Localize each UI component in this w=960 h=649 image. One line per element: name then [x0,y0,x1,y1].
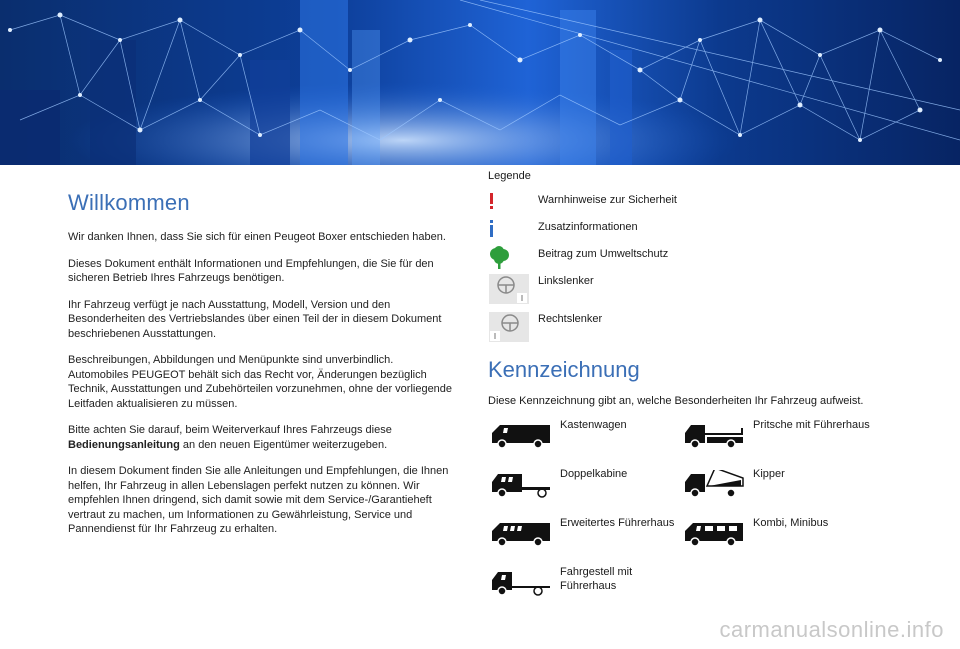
vehicle-label: Kipper [753,468,785,480]
tree-icon [488,246,512,270]
vehicle-label: Kastenwagen [560,419,627,431]
legend-item [488,194,888,221]
marking-intro: Diese Kennzeichnung gibt an, welche Besonderheiten Ihr Fahrzeug aufweist. [488,395,864,407]
welcome-title: Willkommen [68,190,190,215]
vehicle-label: Doppelkabine [560,468,628,480]
legend-and-marking-section [488,170,888,619]
vehicle-item [681,468,881,508]
minibus-icon [681,519,745,549]
pickup-cab-icon [681,421,745,451]
legend-label: Zusatzinformationen [538,221,638,233]
vehicle-label: Erweitertes Führerhaus [560,517,675,529]
vehicle-item [488,419,688,459]
welcome-paragraph-1: Wir danken Ihnen, dass Sie sich für einen Peugeot Boxer entschieden haben. [68,231,446,243]
legend-item [488,313,888,351]
legend-label: Linkslenker [538,275,594,287]
right-hand-drive-icon [488,311,530,343]
legend-label: Beitrag zum Umweltschutz [538,248,669,260]
vehicle-label: Kombi, Minibus [753,517,829,529]
welcome-paragraph-5-start: Bitte achten Sie darauf, beim Weiterverkauf Ihres Fahrzeugs diese [68,424,392,436]
warning-exclamation-icon [488,192,512,212]
vehicle-item [488,468,688,508]
watermark: carmanualsonline.info [719,617,944,642]
extended-cab-icon [488,519,552,549]
welcome-paragraph-5-end: an den neuen Eigentümer weiterzugeben. [179,438,388,451]
vehicle-label: Fahrgestell mit Führerhaus [560,566,633,592]
welcome-paragraph-6: In diesem Dokument finden Sie alle Anleitungen und Empfehlungen, die Ihnen helfen, Ihr Fahrzeug in allen Lebenslagen perfekt nutzen zu können. Wir empfehlen Ihnen dringend, sich damit sowie mit dem Service-/Garantieheft vertraut zu machen, um Informationen zu Gewährleistung, Service und Pannendienst für Ihr Fahrzeug zu erhalten. [68,465,449,535]
left-hand-drive-icon [488,273,530,305]
welcome-paragraph-3: Ihr Fahrzeug verfügt je nach Ausstattung, Modell, Version und den Besonderheiten des Vertriebslandes über einen Teil der in diesem Dokument beschriebenen Ausstattungen. [68,298,442,340]
vehicle-label: Pritsche mit Führerhaus [753,419,870,431]
van-icon [488,421,552,451]
legend-label: Warnhinweise zur Sicherheit [538,194,677,206]
vehicle-item [488,566,688,606]
tipper-icon [681,470,745,500]
header-banner-image [0,0,960,165]
welcome-paragraph-5 [68,423,453,452]
legend-label: Rechtslenker [538,313,603,325]
vehicle-item [681,419,881,459]
manual-term: Bedienungsanleitung [68,438,180,451]
vehicle-item [681,517,881,557]
double-cab-icon [488,470,552,500]
welcome-paragraph-4: Beschreibungen, Abbildungen und Menüpunkte sind unverbindlich. Automobiles PEUGEOT behält sich das Recht vor, Änderungen bezüglich Technik, Ausstattungen und Zubehörteilen vorzunehmen, ohne der vorliegende Leitfaden aktualisieren zu müssen. [68,354,453,410]
legend-item [488,275,888,313]
welcome-paragraph-2: Dieses Dokument enthält Informationen und Empfehlungen, die Sie für den sicheren Betrieb Ihres Fahrzeugs benötigen. [68,257,434,284]
legend-item [488,248,888,275]
legend-item [488,221,888,248]
chassis-cab-icon [488,568,552,598]
marking-title: Kennzeichnung [488,357,640,382]
vehicle-item [488,517,688,557]
welcome-section [68,190,453,549]
vehicle-type-grid [488,419,888,619]
info-icon [488,219,512,239]
legend-title: Legende [488,170,531,182]
